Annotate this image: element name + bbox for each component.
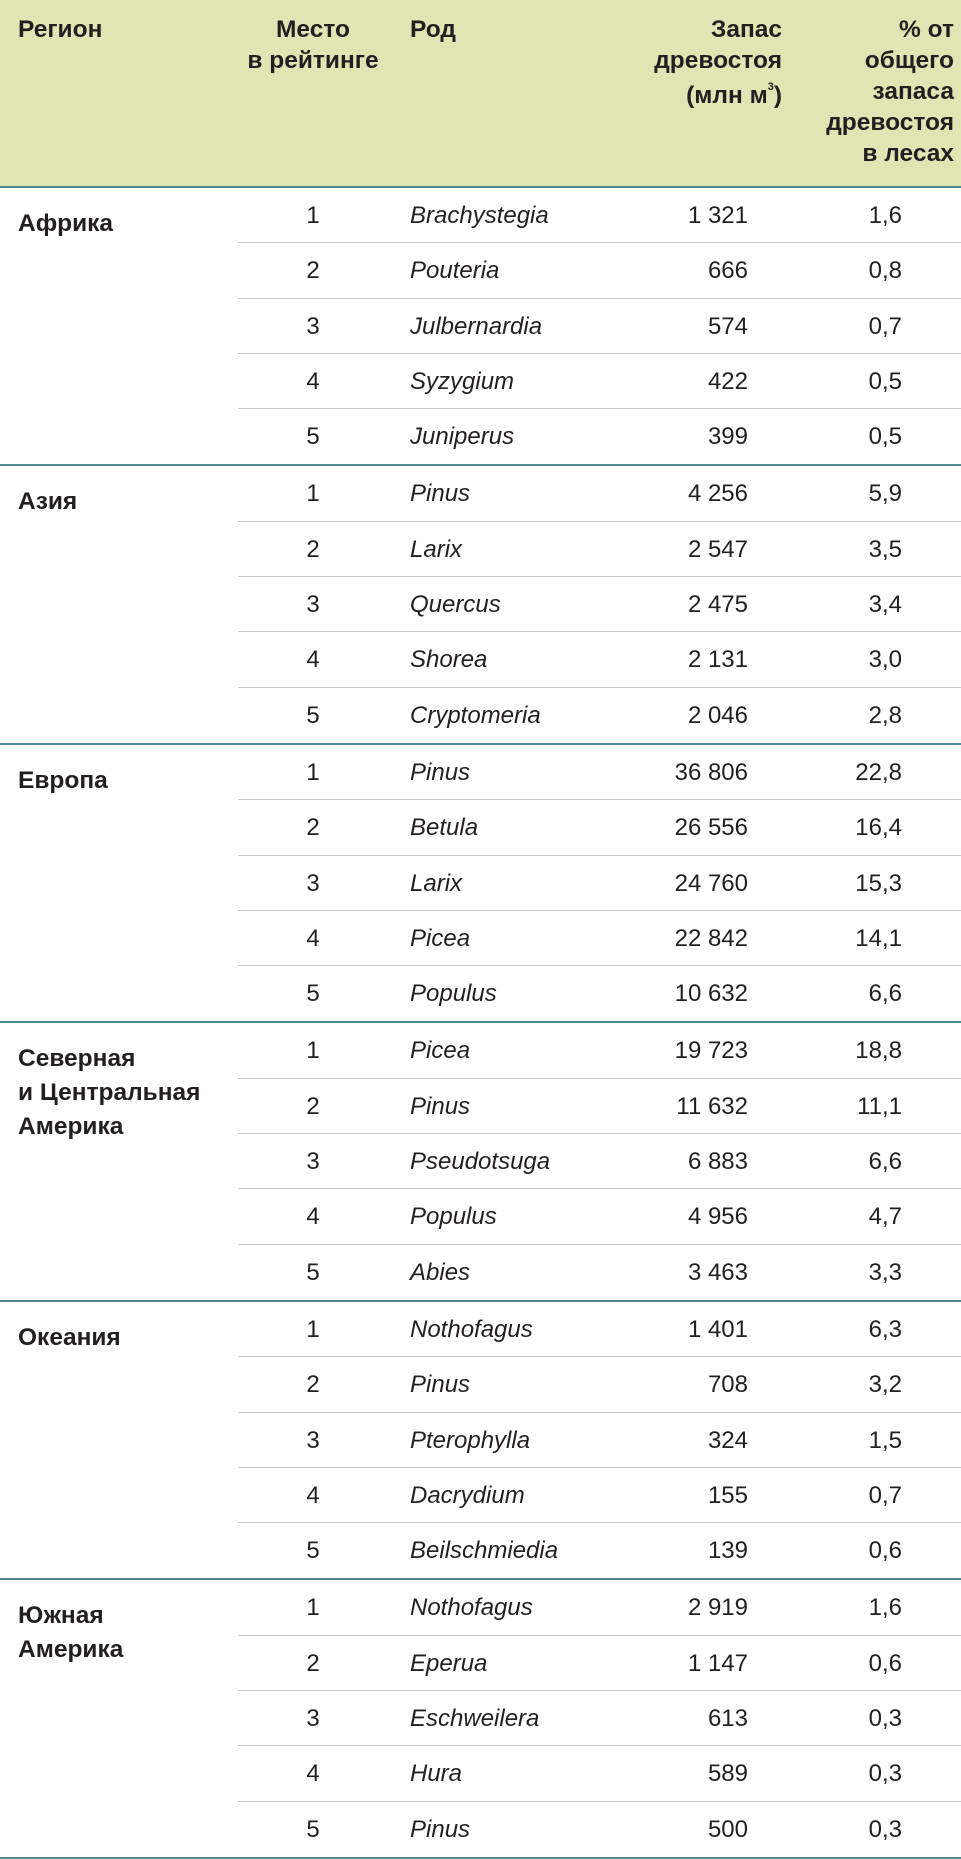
percent-cell: 6,3 xyxy=(868,1315,902,1343)
percent-cell: 0,7 xyxy=(868,312,902,340)
stock-cell: 4 256 xyxy=(687,480,748,508)
rank-cell: 1 xyxy=(306,202,320,229)
rank-cell: 4 xyxy=(306,924,320,952)
stock-cell: 500 xyxy=(707,1815,748,1843)
percent-cell: 11,1 xyxy=(857,1092,902,1120)
genus-cell: Nothofagus xyxy=(410,1594,533,1622)
stock-cell: 3 463 xyxy=(687,1258,748,1286)
percent-cell: 3,0 xyxy=(868,646,902,674)
percent-cell: 1,6 xyxy=(868,1594,902,1622)
genus-cell: Dacrydium xyxy=(410,1481,525,1509)
header-rank: Место в рейтинге xyxy=(247,16,379,74)
percent-cell: 0,8 xyxy=(868,257,902,285)
stock-cell: 399 xyxy=(707,423,748,451)
genus-cell: Nothofagus xyxy=(410,1315,533,1343)
genus-cell: Pouteria xyxy=(410,257,500,285)
rank-cell: 4 xyxy=(306,1760,320,1788)
genus-cell: Pinus xyxy=(410,758,471,786)
percent-cell: 2,8 xyxy=(868,701,902,729)
table-row xyxy=(0,1523,961,1578)
header-genus: Род xyxy=(410,16,456,43)
stock-cell: 19 723 xyxy=(674,1037,748,1065)
region-block xyxy=(0,1580,961,1858)
stock-cell: 2 547 xyxy=(687,535,748,563)
genus-cell: Pinus xyxy=(410,480,471,508)
header-stock-text: Запас древостоя (млн м xyxy=(654,16,782,110)
table-row xyxy=(0,354,961,409)
genus-cell: Pterophylla xyxy=(410,1426,531,1454)
percent-cell: 0,6 xyxy=(868,1649,902,1677)
percent-cell: 3,2 xyxy=(868,1371,902,1399)
table-row xyxy=(0,522,961,577)
header-percent: % от общего запаса древостоя в лесах xyxy=(826,16,954,167)
percent-cell: 0,3 xyxy=(868,1705,902,1733)
region-block xyxy=(0,1023,961,1301)
rank-cell: 3 xyxy=(306,591,320,619)
stock-cell: 324 xyxy=(707,1426,748,1454)
genus-cell: Brachystegia xyxy=(410,202,549,229)
table-row xyxy=(0,800,961,855)
header-stock-close: ) xyxy=(773,82,782,110)
percent-cell: 0,5 xyxy=(868,423,902,451)
percent-cell: 5,9 xyxy=(868,480,902,508)
table-row xyxy=(0,466,961,521)
region-name: Африка xyxy=(18,210,114,237)
percent-cell: 6,6 xyxy=(868,980,902,1008)
table-row xyxy=(0,966,961,1021)
rank-cell: 2 xyxy=(306,1371,320,1399)
genus-cell: Julbernardia xyxy=(410,312,543,340)
stock-cell: 2 131 xyxy=(687,646,748,674)
table-row xyxy=(0,1357,961,1412)
rank-cell: 1 xyxy=(306,1037,320,1065)
table-row xyxy=(0,1413,961,1468)
percent-cell: 0,7 xyxy=(868,1481,902,1509)
region-block xyxy=(0,1302,961,1580)
percent-cell: 0,5 xyxy=(868,367,902,395)
region-block xyxy=(0,466,961,744)
region-name: Океания xyxy=(18,1323,121,1351)
table-row xyxy=(0,856,961,911)
rank-cell: 5 xyxy=(306,980,320,1008)
rank-cell: 5 xyxy=(306,1258,320,1286)
rank-cell: 4 xyxy=(306,1481,320,1509)
table-row xyxy=(0,1580,961,1635)
genus-cell: Hura xyxy=(410,1760,463,1788)
table-row xyxy=(0,409,961,464)
header-stock-sup: 3 xyxy=(767,81,774,93)
table-body xyxy=(0,188,961,1859)
genus-cell: Larix xyxy=(410,869,463,897)
stock-cell: 1 321 xyxy=(687,202,748,229)
table-row xyxy=(0,299,961,354)
genus-cell: Eschweilera xyxy=(410,1705,540,1733)
percent-cell: 4,7 xyxy=(868,1203,902,1231)
stock-cell: 155 xyxy=(707,1481,748,1509)
rank-cell: 4 xyxy=(306,1203,320,1231)
rank-cell: 2 xyxy=(306,535,320,563)
stock-cell: 11 632 xyxy=(676,1092,748,1120)
rank-cell: 5 xyxy=(306,1815,320,1843)
percent-cell: 1,6 xyxy=(868,202,902,229)
region-name: Азия xyxy=(18,488,78,516)
rank-cell: 5 xyxy=(306,423,320,451)
genus-cell: Pseudotsuga xyxy=(410,1148,551,1176)
rank-cell: 1 xyxy=(306,1315,320,1343)
stock-cell: 613 xyxy=(707,1705,748,1733)
percent-cell: 3,5 xyxy=(868,535,902,563)
table-row xyxy=(0,1802,961,1857)
stock-cell: 6 883 xyxy=(687,1148,748,1176)
genus-cell: Larix xyxy=(410,535,463,563)
region-block xyxy=(0,745,961,1023)
percent-cell: 15,3 xyxy=(855,869,902,897)
rank-cell: 1 xyxy=(306,480,320,508)
rank-cell: 1 xyxy=(306,758,320,786)
percent-cell: 18,8 xyxy=(855,1037,902,1065)
genus-cell: Betula xyxy=(410,814,479,842)
table-header xyxy=(0,0,961,188)
genus-cell: Populus xyxy=(410,1203,497,1231)
percent-cell: 16,4 xyxy=(855,814,902,842)
percent-cell: 1,5 xyxy=(868,1426,902,1454)
genus-cell: Picea xyxy=(410,924,471,952)
table-row xyxy=(0,1302,961,1357)
rank-cell: 5 xyxy=(306,1537,320,1565)
stock-cell: 36 806 xyxy=(674,758,748,786)
table-row xyxy=(0,1189,961,1244)
percent-cell: 0,3 xyxy=(868,1815,902,1843)
stock-cell: 22 842 xyxy=(674,924,748,952)
genus-cell: Cryptomeria xyxy=(410,701,541,729)
rank-cell: 3 xyxy=(306,1148,320,1176)
stock-cell: 422 xyxy=(707,367,748,395)
stock-cell: 2 919 xyxy=(687,1594,748,1622)
genus-cell: Abies xyxy=(410,1258,471,1286)
table-row xyxy=(0,243,961,298)
genus-cell: Picea xyxy=(410,1037,471,1065)
table-row xyxy=(0,1245,961,1300)
stock-cell: 589 xyxy=(707,1760,748,1788)
table-row xyxy=(0,577,961,632)
genus-cell: Syzygium xyxy=(410,367,515,395)
genus-cell: Populus xyxy=(410,980,497,1008)
stock-cell: 26 556 xyxy=(674,814,748,842)
genus-cell: Eperua xyxy=(410,1649,488,1677)
genus-cell: Pinus xyxy=(410,1092,471,1120)
stock-cell: 10 632 xyxy=(674,980,748,1008)
table-row xyxy=(0,1636,961,1691)
stock-cell: 666 xyxy=(707,257,748,285)
genus-cell: Beilschmiedia xyxy=(410,1537,559,1565)
stock-cell: 4 956 xyxy=(687,1203,748,1231)
rank-cell: 4 xyxy=(306,646,320,674)
stock-cell: 139 xyxy=(707,1537,748,1565)
table-row xyxy=(0,1468,961,1523)
genus-cell: Juniperus xyxy=(410,423,515,451)
table-row xyxy=(0,1691,961,1746)
genus-cell: Shorea xyxy=(410,646,488,674)
percent-cell: 6,6 xyxy=(868,1148,902,1176)
stock-cell: 24 760 xyxy=(674,869,748,897)
region-name: Южная Америка xyxy=(18,1602,124,1664)
rank-cell: 2 xyxy=(306,814,320,842)
percent-cell: 3,4 xyxy=(868,591,902,619)
genus-cell: Quercus xyxy=(410,591,501,619)
table-row xyxy=(0,1746,961,1801)
stock-cell: 2 475 xyxy=(687,591,748,619)
region-block xyxy=(0,188,961,466)
header-region: Регион xyxy=(18,16,103,43)
table-row xyxy=(0,911,961,966)
rank-cell: 2 xyxy=(306,257,320,285)
rank-cell: 2 xyxy=(306,1649,320,1677)
stock-cell: 1 147 xyxy=(687,1649,748,1677)
stock-cell: 1 401 xyxy=(687,1315,748,1343)
rank-cell: 5 xyxy=(306,701,320,729)
rank-cell: 1 xyxy=(306,1594,320,1622)
table-row xyxy=(0,632,961,687)
table-row xyxy=(0,188,961,243)
genus-cell: Pinus xyxy=(410,1815,471,1843)
percent-cell: 22,8 xyxy=(855,758,902,786)
percent-cell: 0,3 xyxy=(868,1760,902,1788)
rank-cell: 2 xyxy=(306,1092,320,1120)
stock-cell: 708 xyxy=(707,1371,748,1399)
percent-cell: 14,1 xyxy=(855,924,902,952)
percent-cell: 0,6 xyxy=(868,1537,902,1565)
rank-cell: 3 xyxy=(306,1426,320,1454)
percent-cell: 3,3 xyxy=(868,1258,902,1286)
region-name: Северная и Центральная Америка xyxy=(18,1045,201,1141)
rank-cell: 3 xyxy=(306,869,320,897)
table-row xyxy=(0,688,961,743)
genus-cell: Pinus xyxy=(410,1371,471,1399)
table-row xyxy=(0,745,961,800)
rank-cell: 3 xyxy=(306,312,320,340)
stock-cell: 574 xyxy=(707,312,748,340)
rank-cell: 3 xyxy=(306,1705,320,1733)
stock-cell: 2 046 xyxy=(687,701,748,729)
region-name: Европа xyxy=(18,766,108,794)
rank-cell: 4 xyxy=(306,367,320,395)
header-stock xyxy=(616,14,782,111)
